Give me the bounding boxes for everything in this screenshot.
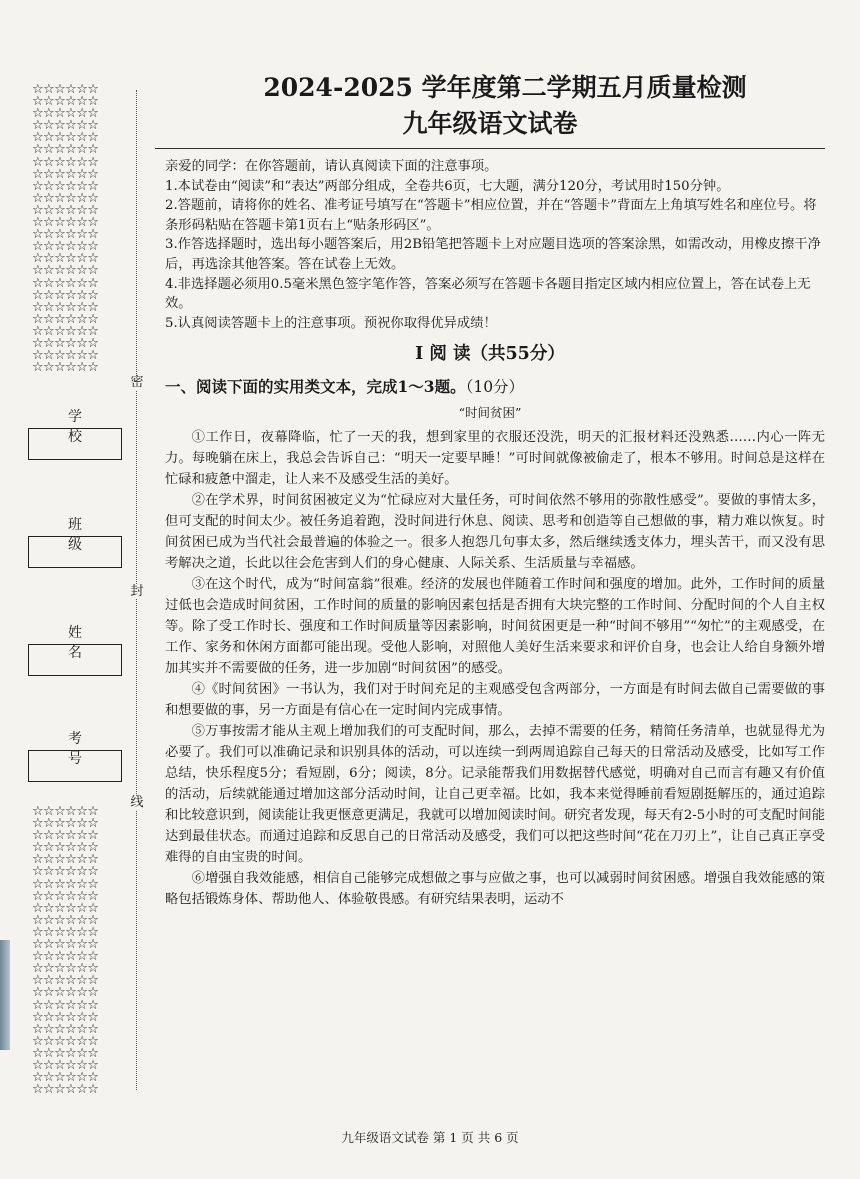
notice-line: 2.答题前，请将你的姓名、准考证号填写在“答题卡”相应位置，并在“答题卡”背面左上角填写姓名和座位号。将条形码粘贴在答题卡第1页右上“贴条形码区”。 bbox=[165, 198, 817, 233]
article-paragraph: ②在学术界，时间贫困被定义为“忙碌应对大量任务，可时间依然不够用的弥散性感受”。要做的事情太多，但可支配的时间太少。被任务追着跑，没时间进行休息、阅读、思考和创造等自己想做的事，精力难以恢复。时间贫困已成为当代社会最普遍的体验之一。很多人抱怨几句事太多，然后继续透支体力，埋头苦干，而又没有思考解决之道，长此以往会危害到人们的身心健康、人际关系、生活质量与幸福感。 bbox=[165, 493, 825, 572]
notice-line: 4.非选择题必须用0.5毫米黑色签字笔作答，答案必须写在答题卡各题目指定区域内相应位置上，答在试卷上无效。 bbox=[165, 276, 811, 312]
class-label: 班 级 bbox=[68, 517, 104, 553]
article-title: “时间贫困” bbox=[458, 405, 522, 421]
main-content bbox=[155, 70, 825, 910]
notice-block bbox=[155, 157, 825, 333]
school-field bbox=[28, 406, 124, 460]
article-paragraph: ④《时间贫困》一书认为，我们对于时间充足的主观感受包含两部分，一方面是有时间去做自己需要做的事和想要做的事，另一方面是有信心在一定时间内完成事情。 bbox=[165, 682, 825, 719]
notice-line: 1.本试卷由“阅读”和“表达”两部分组成，全卷共6页，七大题，满分120分，考试用时150分钟。 bbox=[165, 178, 730, 194]
section-heading: Ⅰ 阅 读（共55分） bbox=[415, 344, 565, 365]
question-heading bbox=[165, 375, 825, 399]
question-score: （10分） bbox=[465, 378, 525, 397]
notice-line: 亲爱的同学：在你答题前，请认真阅读下面的注意事项。 bbox=[165, 159, 498, 174]
title-divider bbox=[155, 148, 825, 149]
seal-mark-mi: 密 bbox=[130, 375, 144, 390]
question-prompt: 一、阅读下面的实用类文本，完成1～3题。 bbox=[165, 377, 466, 397]
article-paragraph: ⑥增强自我效能感，相信自己能够完成想做之事与应做之事，也可以减弱时间贫困感。增强自我效能感的策略包括锻炼身体、帮助他人、体验敬畏感。有研究结果表明，运动不 bbox=[165, 871, 825, 908]
school-label: 学 校 bbox=[68, 409, 104, 445]
star-border-bottom: ☆☆☆☆☆☆ ☆☆☆☆☆☆ ☆☆☆☆☆☆ ☆☆☆☆☆☆ ☆☆☆☆☆☆ ☆☆☆☆☆☆ ☆☆☆☆☆☆ ☆☆☆☆☆☆ ☆☆☆☆☆☆ ☆☆☆☆☆☆ ☆☆☆☆☆☆ ☆☆☆☆☆☆ ☆☆☆☆☆☆ ☆☆☆☆☆☆ ☆☆☆☆☆☆ ☆☆☆☆☆☆ ☆☆☆☆☆☆ ☆☆☆☆☆☆ ☆☆☆☆☆☆ ☆☆☆☆☆☆ ☆☆☆☆☆☆ ☆☆☆☆☆☆ ☆☆☆☆☆☆ ☆☆☆☆☆☆ bbox=[32, 806, 99, 1098]
notice-line: 3.作答选择题时，选出每小题答案后，用2B铅笔把答题卡上对应题目选项的答案涂黑，如需改动，用橡皮擦干净后，再选涂其他答案。答在试卷上无效。 bbox=[165, 237, 821, 272]
scan-edge-artifact bbox=[0, 940, 10, 1050]
name-field bbox=[28, 622, 124, 676]
name-label: 姓 名 bbox=[68, 625, 104, 661]
article-body bbox=[155, 427, 825, 910]
article-paragraph: ③在这个时代，成为“时间富翁”很难。经济的发展也伴随着工作时间和强度的增加。此外，工作时间的质量过低也会造成时间贫困，工作时间的质量的影响因素包括是否拥有大块完整的工作时间、分配时间的个人自主权等。除了受工作时长、强度和工作时间质量等因素影响，时间贫困更是一种“时间不够用”“匆忙”的主观感受，在工作、家务和休闲方面都可能出现。受他人影响，对照他人美好生活来要求和评价自身，也会让人给自身额外增加其实并不需要做的任务，进一步加剧“时间贫困”的感受。 bbox=[165, 577, 825, 677]
class-field bbox=[28, 514, 124, 568]
star-border-top: ☆☆☆☆☆☆ ☆☆☆☆☆☆ ☆☆☆☆☆☆ ☆☆☆☆☆☆ ☆☆☆☆☆☆ ☆☆☆☆☆☆ ☆☆☆☆☆☆ ☆☆☆☆☆☆ ☆☆☆☆☆☆ ☆☆☆☆☆☆ ☆☆☆☆☆☆ ☆☆☆☆☆☆ ☆☆☆☆☆☆ ☆☆☆☆☆☆ ☆☆☆☆☆☆ ☆☆☆☆☆☆ ☆☆☆☆☆☆ ☆☆☆☆☆☆ ☆☆☆☆☆☆ ☆☆☆☆☆☆ ☆☆☆☆☆☆ ☆☆☆☆☆☆ ☆☆☆☆☆☆ ☆☆☆☆☆☆ bbox=[32, 84, 99, 376]
seal-mark-feng: 封 bbox=[130, 584, 144, 599]
exam-title: 2024-2025 学年度第二学期五月质量检测 bbox=[263, 73, 747, 102]
page-footer: 九年级语文试卷 第 1 页 共 6 页 bbox=[341, 1130, 519, 1145]
notice-line: 5.认真阅读答题卡上的注意事项。预祝你取得优异成绩！ bbox=[165, 315, 497, 331]
exam-subtitle: 九年级语文试卷 bbox=[402, 109, 578, 138]
seal-mark-xian: 线 bbox=[130, 795, 144, 810]
article-paragraph: ⑤万事按需才能从主观上增加我们的可支配时间，那么，去掉不需要的任务，精简任务清单，也就显得尤为必要了。我们可以准确记录和识别具体的活动，可以连续一到两周追踪自己每天的日常活动及感受，比如写工作总结，快乐程度5分；看短剧，6分；阅读，8分。记录能帮我们用数据替代感觉，明确对自己而言有趣又有价值的活动，后续就能通过增加这部分活动时间，让自己更幸福。比如，我本来觉得睡前看短剧挺解压的，通过追踪和比较意识到，阅读能让我更惬意更满足，我就可以增加阅读时间。研究者发现，每天有2-5小时的可支配时间能达到最佳状态。而通过追踪和反思自己的日常活动及感受，我们可以把这些时间“花在刀刃上”，让自己真正享受难得的自由宝贵的时间。 bbox=[165, 724, 825, 866]
exam-number-field bbox=[28, 728, 124, 782]
binding-margin bbox=[20, 80, 144, 1100]
exam-number-label: 考 号 bbox=[68, 731, 104, 767]
article-paragraph: ①工作日，夜幕降临，忙了一天的我，想到家里的衣服还没洗，明天的汇报材料还没熟悉……内心一阵无力。每晚躺在床上，我总会告诉自己：“明天一定要早睡！”可时间就像被偷走了，根本不够用。时间总是这样在忙碌和疲惫中溜走，让人来不及感受生活的美好。 bbox=[165, 430, 825, 488]
